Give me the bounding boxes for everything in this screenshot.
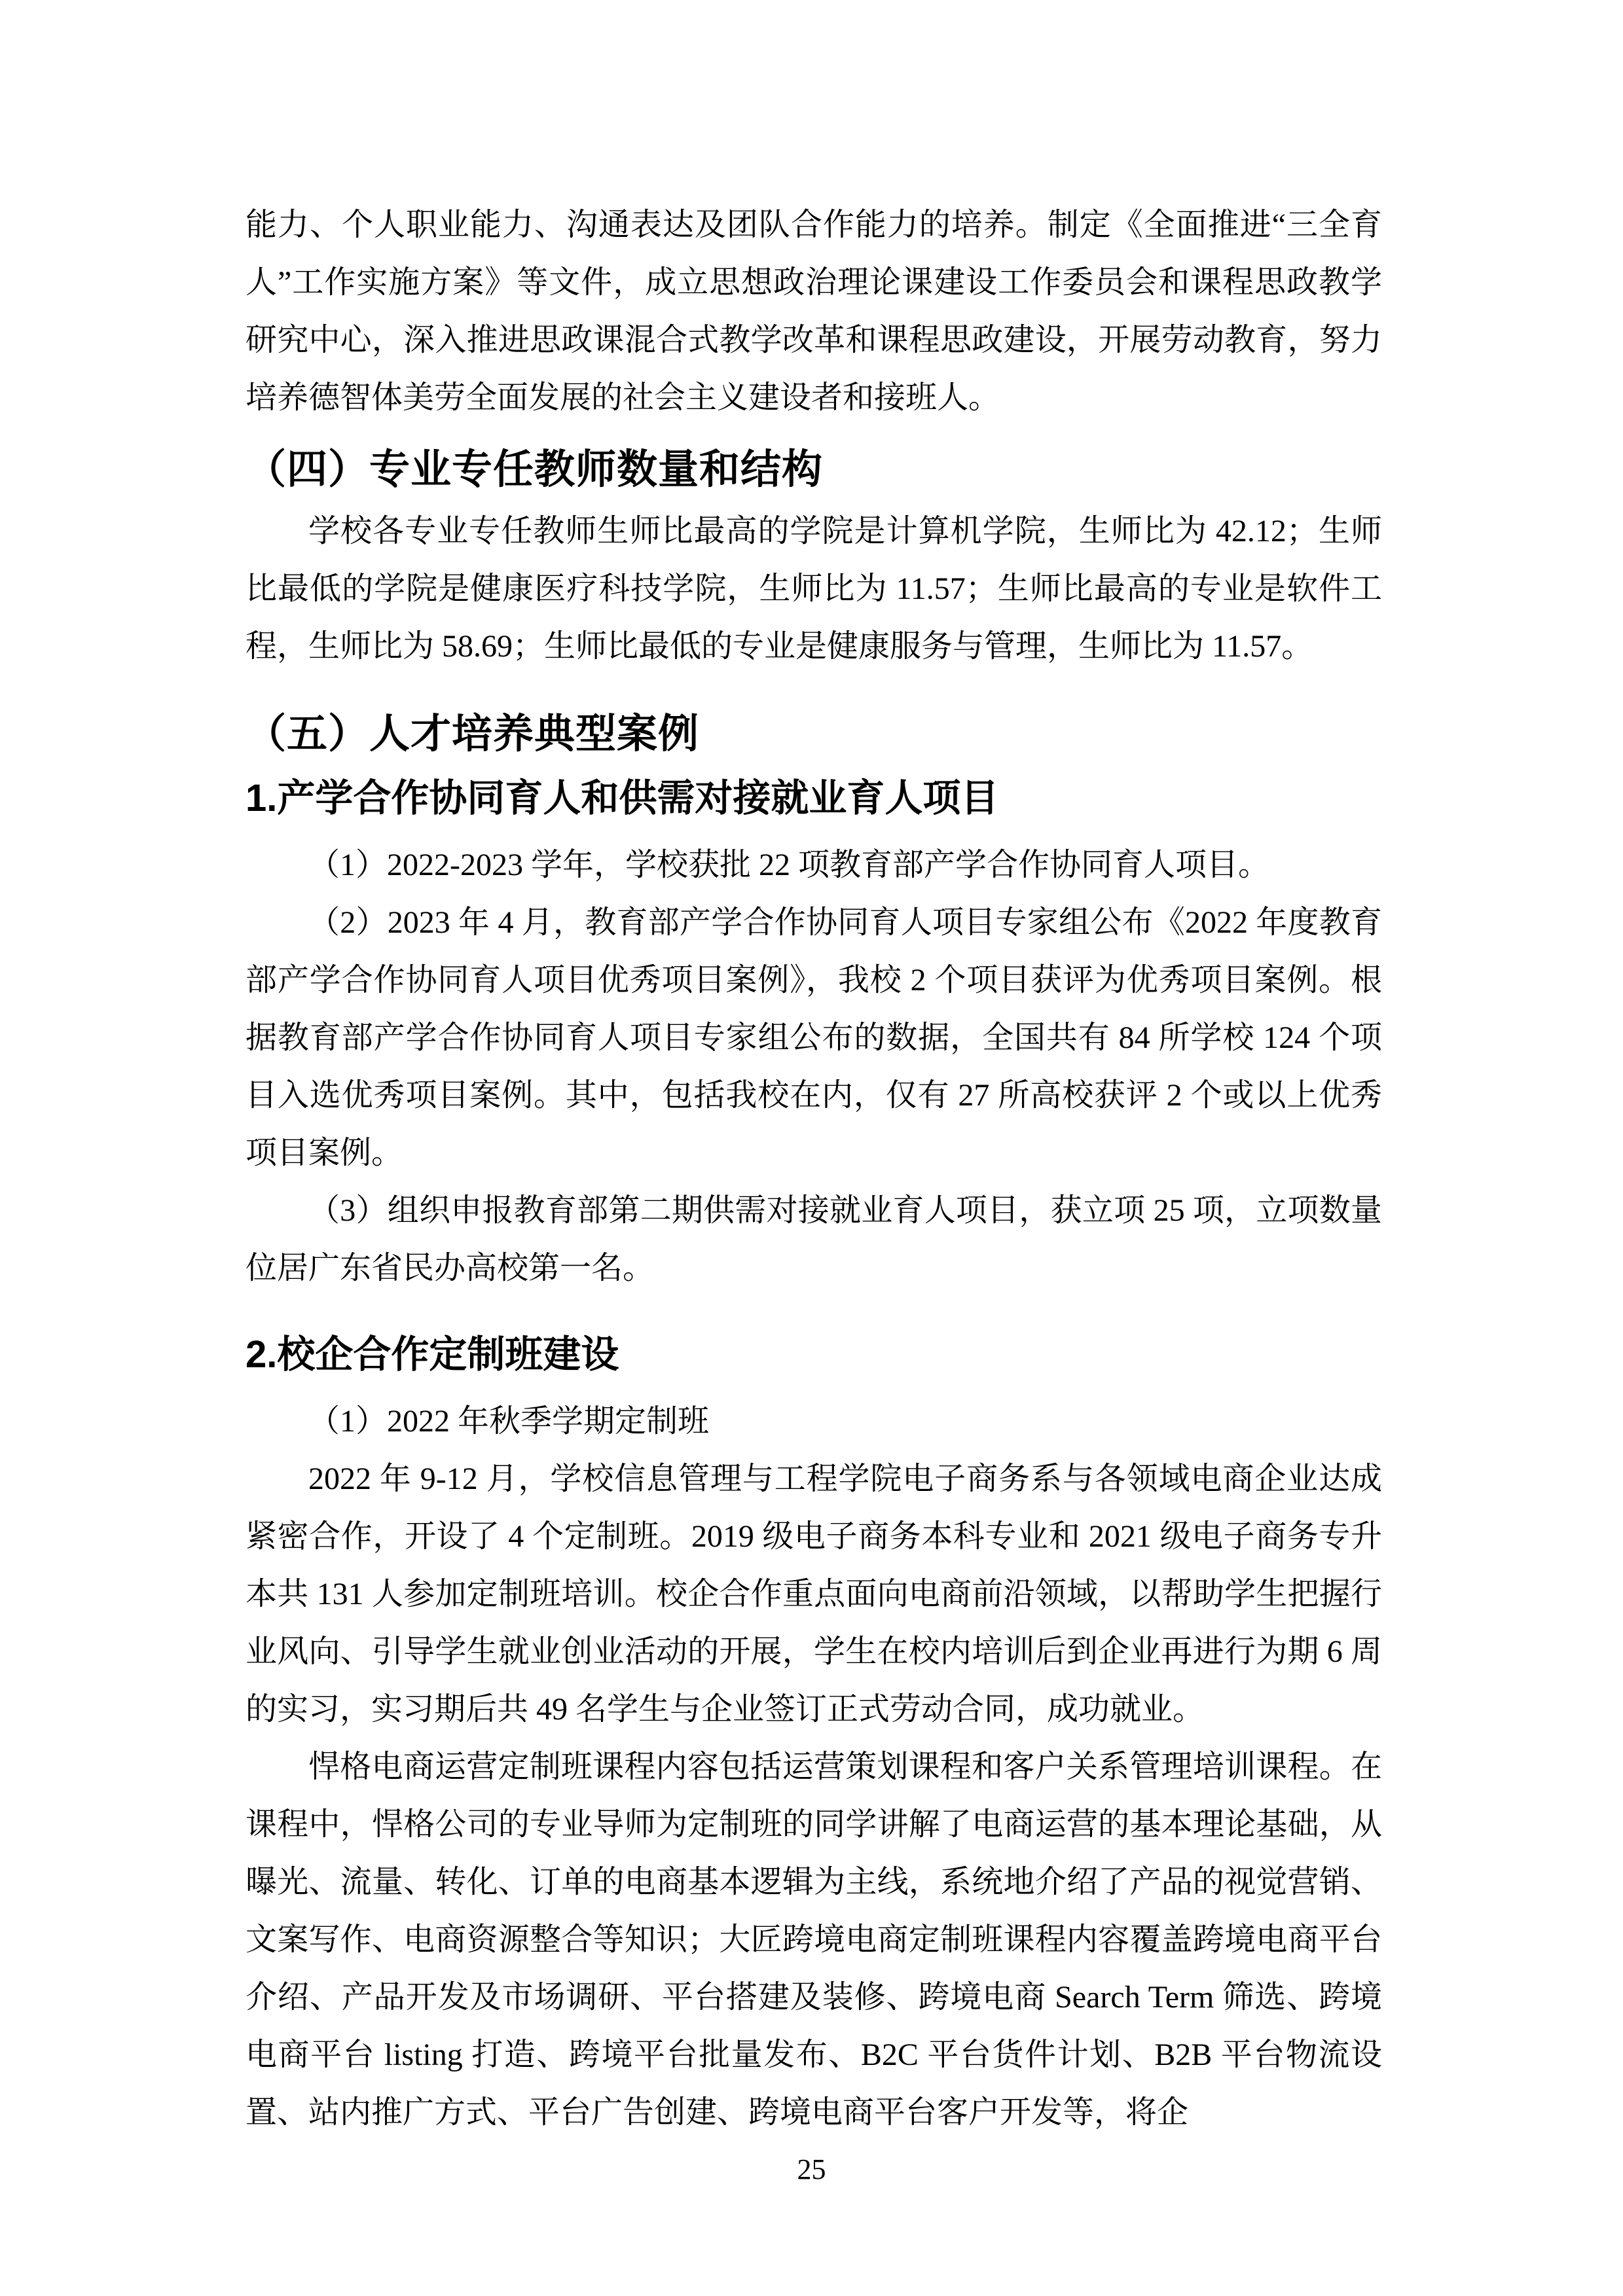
subsection-5-2-item-1: （1）2022 年秋季学期定制班 xyxy=(308,1404,710,1439)
intro-paragraph: 能力、个人职业能力、沟通表达及团队合作能力的培养。制定《全面推进“三全育人”工作实施方案》等文件，成立思想政治理论课建设工作委员会和课程思政教学研究中心，深入推进思政课混合式教学改革和课程思政建设，开展劳动教育，努力培养德智体美劳全面发展的社会主义建设者和接班人。 xyxy=(246,207,1382,415)
section-4-paragraph: 学校各专业专任教师生师比最高的学院是计算机学院，生师比为 42.12；生师比最低的学院是健康医疗科技学院，生师比为 11.57；生师比最高的专业是软件工程，生师比为 58.69；生师比最低的专业是健康服务与管理，生师比为 11.57。 xyxy=(246,514,1382,664)
subsection-5-1-item-2: （2）2023 年 4 月，教育部产学合作协同育人项目专家组公布《2022 年度教育部产学合作协同育人项目优秀项目案例》，我校 2 个项目获评为优秀项目案例。根据教育部产学合作协同育人项目专家组公布的数据，全国共有 84 所学校 124 个项目入选优秀项目案例。其中，包括我校在内，仅有 27 所高校获评 2 个或以上优秀项目案例。 xyxy=(246,905,1382,1170)
section-heading-4: （四）专业专任教师数量和结构 xyxy=(246,447,824,492)
subsection-5-1-item-1: （1）2022-2023 学年，学校获批 22 项教育部产学合作协同育人项目。 xyxy=(308,848,1269,882)
subsection-5-2-paragraph-1: 2022 年 9-12 月，学校信息管理与工程学院电子商务系与各领域电商企业达成紧密合作，开设了 4 个定制班。2019 级电子商务本科专业和 2021 级电子商务专升本共 131 人参加定制班培训。校企合作重点面向电商前沿领域，以帮助学生把握行业风向、引导学生就业创业活动的开展，学生在校内培训后到企业再进行为期 6 周的实习，实习期后共 49 名学生与企业签订正式劳动合同，成功就业。 xyxy=(246,1462,1382,1727)
section-heading-5: （五）人才培养典型案例 xyxy=(246,711,700,757)
page-number: 25 xyxy=(797,2153,826,2185)
subsection-heading-5-2: 2.校企合作定制班建设 xyxy=(246,1333,619,1376)
document-body xyxy=(246,196,1382,2142)
subsection-5-1-item-3: （3）组织申报教育部第二期供需对接就业育人项目，获立项 25 项，立项数量位居广东省民办高校第一名。 xyxy=(246,1193,1382,1285)
subsection-heading-5-1: 1.产学合作协同育人和供需对接就业育人项目 xyxy=(246,777,999,819)
subsection-5-2-paragraph-2: 悍格电商运营定制班课程内容包括运营策划课程和客户关系管理培训课程。在课程中，悍格公司的专业导师为定制班的同学讲解了电商运营的基本理论基础，从曝光、流量、转化、订单的电商基本逻辑为主线，系统地介绍了产品的视觉营销、文案写作、电商资源整合等知识；大匠跨境电商定制班课程内容覆盖跨境电商平台介绍、产品开发及市场调研、平台搭建及装修、跨境电商 Search Term 筛选、跨境电商平台 listing 打造、跨境平台批量发布、B2C 平台货件计划、B2B 平台物流设置、站内推广方式、平台广告创建、跨境电商平台客户开发等，将企 xyxy=(246,1749,1382,2130)
